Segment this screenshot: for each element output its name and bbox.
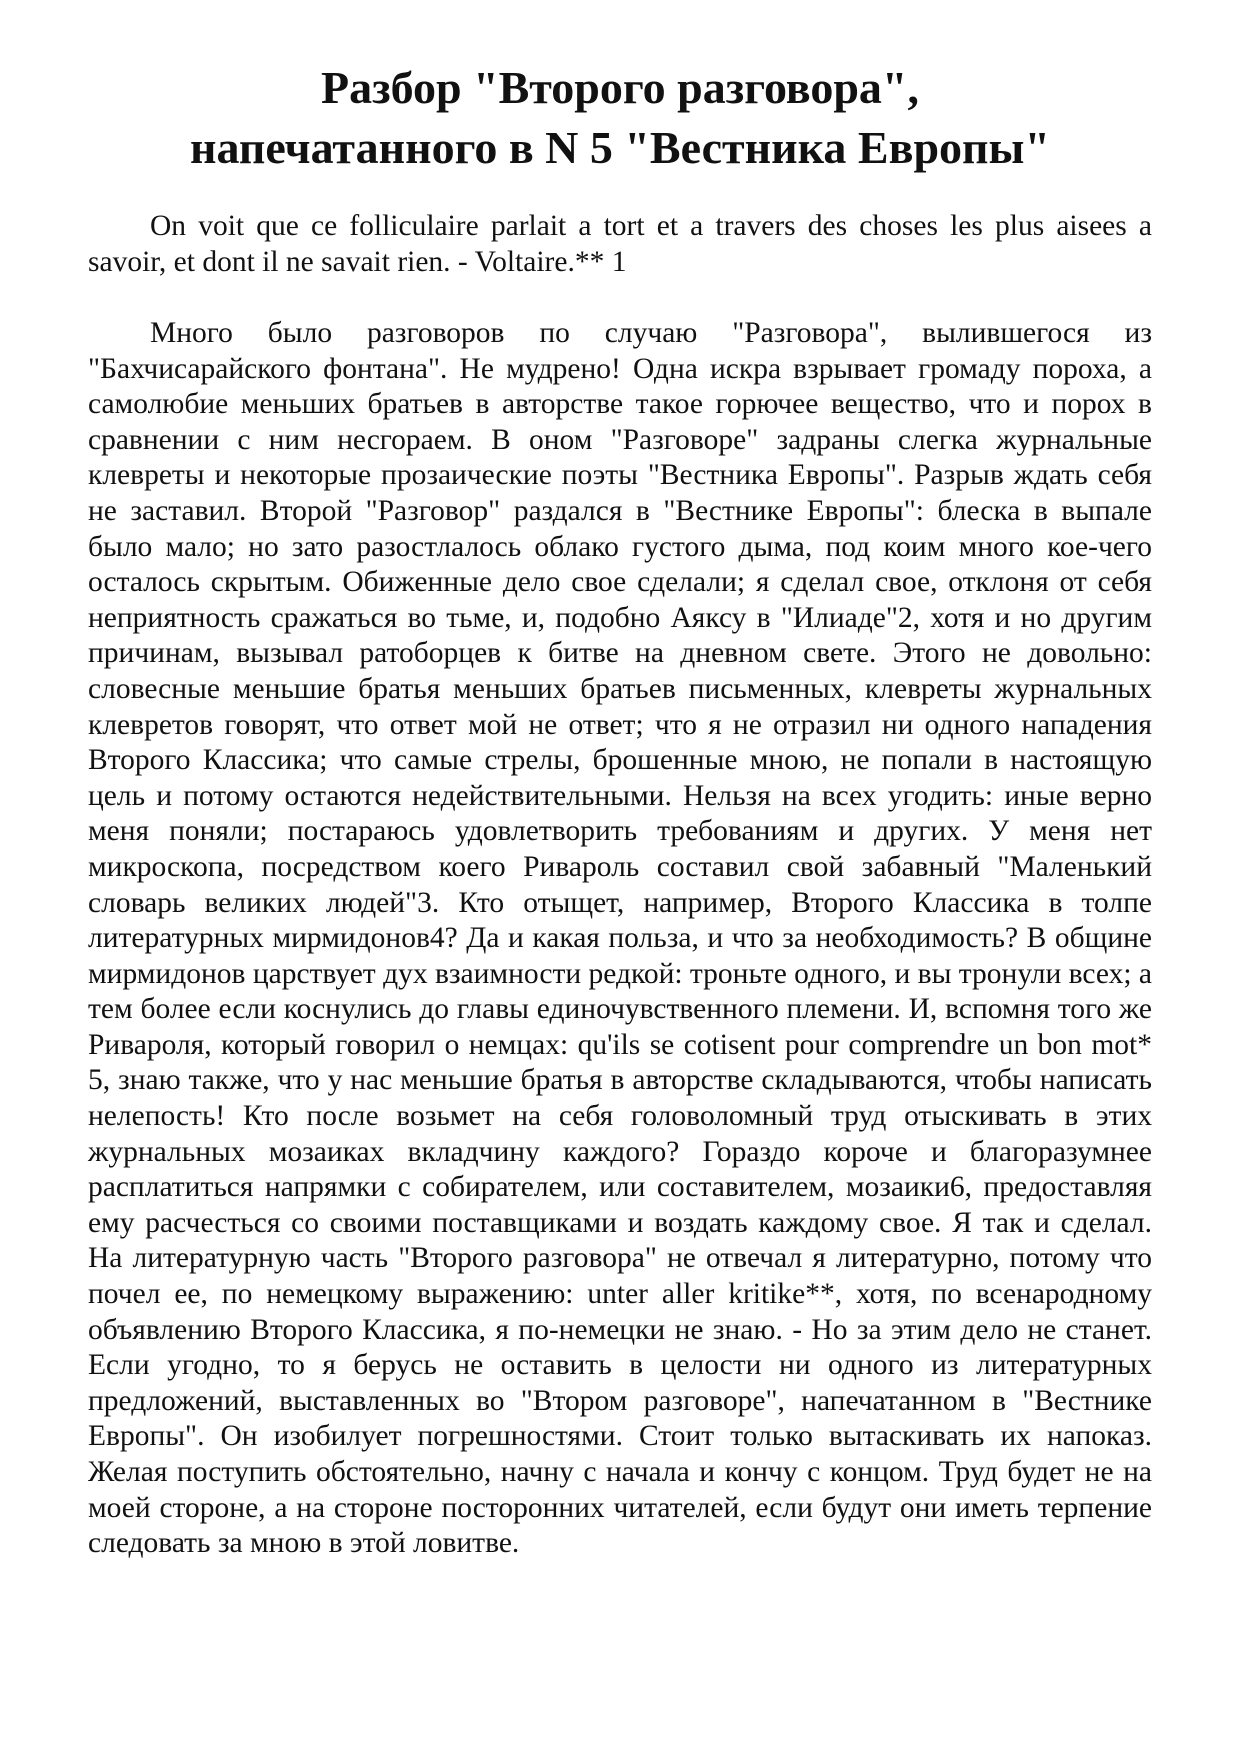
body-paragraph: Много было разговоров по случаю "Разговора", вылившегося из "Бахчисарайского фонтана". Не мудрено! Одна искра взрывает громаду пороха, а самолюбие меньших братьев в авторстве такое горючее вещество, что и порох в сравнении с ним несгораем. В оном "Разговоре" задраны слегка журнальные клевреты и некоторые прозаические поэты "Вестника Европы". Разрыв ждать себя не заставил. Второй "Разговор" раздался в "Вестнике Европы": блеска в выпале было мало; но зато разостлалось облако густого дыма, под коим много кое-чего осталось скрытым. Обиженные дело свое сделали; я сделал свое, отклоня от себя неприятность сражаться во тьме, и, подобно Аяксу в "Илиаде"2, хотя и но другим причинам, вызывал ратоборцев к битве на дневном свете. Этого не довольно: словесные меньшие братья меньших братьев письменных, клевреты журнальных клевретов говорят, что ответ мой не ответ; что я не отразил ни одного нападения Второго Классика; что самые стрелы, брошенные мною, не попали в настоящую цель и потому остаются недействительными. Нельзя на всех угодить: иные верно меня поняли; постараюсь удовлетворить требованиям и других. У меня нет микроскопа, посредством коего Ривароль составил свой забавный "Маленький словарь великих людей"3. Кто отыщет, например, Второго Классика в толпе литературных мирмидонов4? Да и какая польза, и что за необходимость? В общине мирмидонов царствует дух взаимности редкой: троньте одного, и вы тронули всех; а тем более если коснулись до главы единочувственного племени. И, вспомня того же Ривароля, который говорил о немцах: qu'ils se cotisent pour comprendre un bon mot* 5, знаю также, что у нас меньшие братья в авторстве складываются, чтобы написать нелепость! Кто после возьмет на себя головоломный труд отыскивать в этих журнальных мозаиках вкладчину каждого? Гораздо короче и благоразумнее расплатиться напрямки с собирателем, или составителем, мозаики6, предоставляя ему расчесться со своими поставщиками и воздать каждому свое. Я так и сделал. На литературную часть "Второго разговора" не отвечал я литературно, потому что почел ее, по немецкому выражению: unter aller kritike**, хотя, по всенародному объявлению Второго Классика, я по-немецки не знаю. - Но за этим дело не станет. Если угодно, то я берусь не оставить в целости ни одного из литературных предложений, выставленных во "Втором разговоре", напечатанном в "Вестнике Европы". Он изобилует погрешностями. Стоит только вытаскивать их напоказ. Желая поступить обстоятельно, начну с начала и кончу с концом. Труд будет не на моей стороне, а на стороне посторонних читателей, если будут они иметь терпение следовать за мною в этой ловитве. [88, 317, 1152, 1560]
document-page [88, 58, 1152, 1562]
page-title [88, 58, 1152, 178]
epigraph: On voit que ce folliculaire parlait a tort et a travers des choses les plus aisees a savoir, et dont il ne savait rien. - Voltaire.** 1 [88, 210, 1152, 278]
title-line-2: напечатанного в N 5 "Вестника Европы" [190, 122, 1050, 173]
title-line-1: Разбор "Второго разговора", [321, 62, 919, 113]
